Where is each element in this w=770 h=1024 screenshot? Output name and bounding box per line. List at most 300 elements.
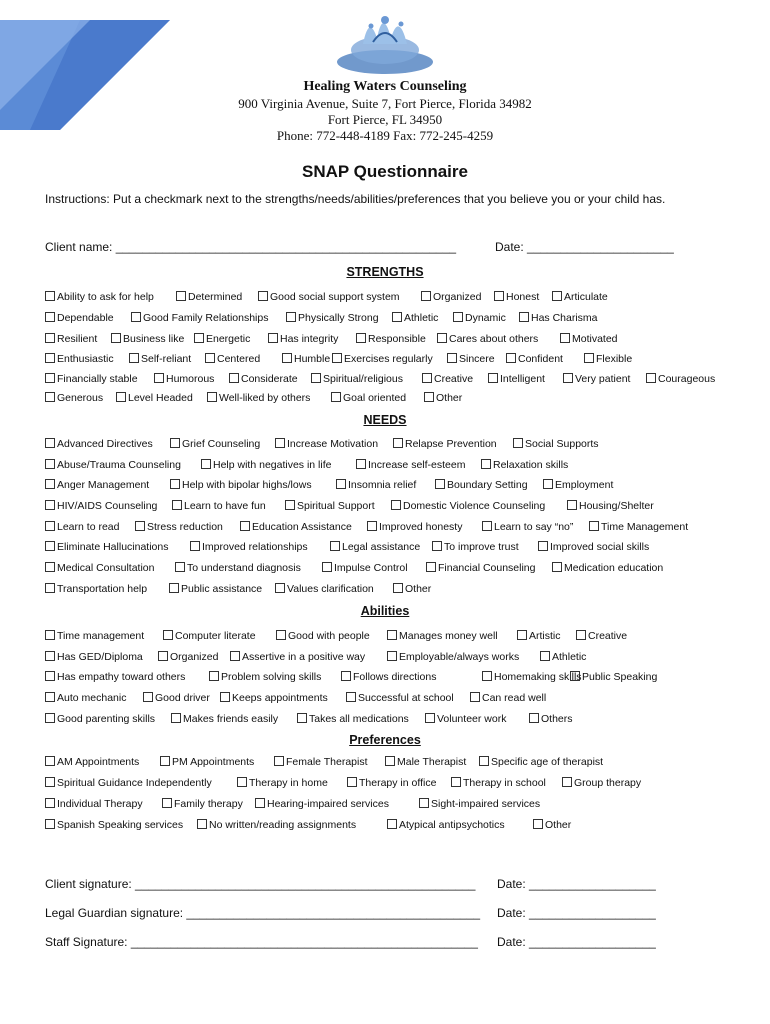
preferences-checkbox-item[interactable] [162,798,243,810]
checkbox-icon[interactable] [175,562,185,572]
preferences-heading: Preferences [349,733,421,747]
strengths-checkbox-item[interactable] [332,353,433,365]
preferences-checkbox-item[interactable] [255,798,389,810]
checkbox-icon[interactable] [437,333,447,343]
checkbox-icon[interactable] [135,521,145,531]
strengths-checkbox-item[interactable] [424,392,462,404]
checkbox-label: Help with negatives in life [213,459,332,471]
checkbox-icon[interactable] [540,651,550,661]
abilities-checkbox-item[interactable] [143,692,210,704]
checkbox-icon[interactable] [143,692,153,702]
strengths-checkbox-item[interactable] [194,333,250,345]
abilities-checkbox-item[interactable] [517,630,561,642]
checkbox-label: Eliminate Hallucinations [57,541,169,553]
checkbox-label: Volunteer work [437,713,507,725]
client-signature-line[interactable]: Client signature: ___________________________________________________ [45,877,476,891]
checkbox-icon[interactable] [367,521,377,531]
strengths-checkbox-item[interactable] [519,312,598,324]
checkbox-icon[interactable] [330,541,340,551]
abilities-checkbox-item[interactable] [482,671,582,683]
checkbox-label: Legal assistance [342,541,421,553]
checkbox-icon[interactable] [562,777,572,787]
checkbox-icon[interactable] [45,541,55,551]
checkbox-icon[interactable] [171,713,181,723]
abilities-checkbox-item[interactable] [576,630,627,642]
abilities-checkbox-item[interactable] [45,692,126,704]
checkbox-icon[interactable] [393,583,403,593]
strengths-checkbox-item[interactable] [45,291,154,303]
preferences-checkbox-item[interactable] [197,819,356,831]
needs-checkbox-item[interactable] [45,521,119,533]
abilities-checkbox-item[interactable] [570,671,657,683]
strengths-checkbox-item[interactable] [584,353,632,365]
abilities-checkbox-item[interactable] [171,713,278,725]
checkbox-icon[interactable] [517,630,527,640]
checkbox-icon[interactable] [111,333,121,343]
checkbox-icon[interactable] [584,353,594,363]
strengths-checkbox-item[interactable] [331,392,406,404]
checkbox-icon[interactable] [170,438,180,448]
checkbox-icon[interactable] [421,291,431,301]
checkbox-icon[interactable] [560,333,570,343]
checkbox-icon[interactable] [529,713,539,723]
checkbox-label: Courageous [658,373,716,385]
checkbox-label: Improved honesty [379,521,463,533]
preferences-checkbox-item[interactable] [45,777,212,789]
needs-checkbox-item[interactable] [45,479,149,491]
needs-checkbox-item[interactable] [426,562,535,574]
needs-checkbox-item[interactable] [513,438,599,450]
checkbox-icon[interactable] [425,713,435,723]
checkbox-icon[interactable] [297,713,307,723]
needs-checkbox-item[interactable] [175,562,301,574]
checkbox-icon[interactable] [45,521,55,531]
checkbox-icon[interactable] [552,291,562,301]
strengths-checkbox-item[interactable] [447,353,495,365]
checkbox-icon[interactable] [258,291,268,301]
checkbox-icon[interactable] [285,500,295,510]
checkbox-label: Considerate [241,373,298,385]
checkbox-icon[interactable] [45,630,55,640]
abilities-checkbox-item[interactable] [540,651,586,663]
needs-checkbox-item[interactable] [330,541,420,553]
needs-checkbox-item[interactable] [481,459,568,471]
abilities-checkbox-item[interactable] [341,671,436,683]
strengths-checkbox-item[interactable] [392,312,438,324]
checkbox-label: Financial Counseling [438,562,536,574]
needs-checkbox-item[interactable] [589,521,688,533]
checkbox-icon[interactable] [435,479,445,489]
checkbox-label: Business like [123,333,185,345]
abilities-checkbox-item[interactable] [45,671,185,683]
needs-checkbox-item[interactable] [391,500,545,512]
checkbox-icon[interactable] [45,819,55,829]
checkbox-icon[interactable] [45,713,55,723]
needs-checkbox-item[interactable] [45,500,157,512]
abilities-checkbox-item[interactable] [230,651,365,663]
checkbox-icon[interactable] [453,312,463,322]
strengths-checkbox-item[interactable] [176,291,242,303]
checkbox-icon[interactable] [45,479,55,489]
strengths-checkbox-item[interactable] [268,333,338,345]
checkbox-icon[interactable] [45,291,55,301]
checkbox-icon[interactable] [170,479,180,489]
checkbox-icon[interactable] [470,692,480,702]
abilities-checkbox-item[interactable] [297,713,409,725]
checkbox-icon[interactable] [479,756,489,766]
strengths-checkbox-item[interactable] [286,312,379,324]
guardian-signature-date[interactable]: Date: ___________________ [497,906,656,920]
checkbox-icon[interactable] [255,798,265,808]
checkbox-label: Energetic [206,333,251,345]
preferences-checkbox-item[interactable] [385,756,466,768]
date-field[interactable]: Date: ______________________ [495,240,674,254]
checkbox-icon[interactable] [336,479,346,489]
strengths-checkbox-item[interactable] [494,291,539,303]
checkbox-icon[interactable] [543,479,553,489]
client-signature-date[interactable]: Date: ___________________ [497,877,656,891]
preferences-checkbox-item[interactable] [387,819,505,831]
checkbox-label: Employable/always works [399,651,520,663]
checkbox-icon[interactable] [45,583,55,593]
checkbox-icon[interactable] [129,353,139,363]
checkbox-label: Organized [170,651,219,663]
checkbox-icon[interactable] [176,291,186,301]
abilities-checkbox-item[interactable] [220,692,328,704]
strengths-checkbox-item[interactable] [560,333,618,345]
checkbox-icon[interactable] [268,333,278,343]
staff-signature-date[interactable]: Date: ___________________ [497,935,656,949]
needs-checkbox-item[interactable] [336,479,416,491]
checkbox-icon[interactable] [207,392,217,402]
checkbox-label: Learn to read [57,521,120,533]
strengths-checkbox-item[interactable] [131,312,268,324]
strengths-checkbox-item[interactable] [45,392,103,404]
strengths-checkbox-item[interactable] [45,353,114,365]
preferences-checkbox-item[interactable] [45,756,139,768]
strengths-checkbox-item[interactable] [563,373,630,385]
checkbox-label: Public Speaking [582,671,658,683]
needs-checkbox-item[interactable] [435,479,528,491]
strengths-checkbox-item[interactable] [488,373,545,385]
checkbox-icon[interactable] [392,312,402,322]
checkbox-icon[interactable] [45,777,55,787]
checkbox-icon[interactable] [45,333,55,343]
abilities-checkbox-item[interactable] [45,713,155,725]
abilities-checkbox-item[interactable] [425,713,506,725]
checkbox-icon[interactable] [45,500,55,510]
checkbox-icon[interactable] [286,312,296,322]
checkbox-icon[interactable] [237,777,247,787]
preferences-checkbox-item[interactable] [160,756,254,768]
checkbox-label: AM Appointments [57,756,140,768]
preferences-checkbox-item[interactable] [451,777,546,789]
checkbox-label: Stress reduction [147,521,223,533]
strengths-checkbox-item[interactable] [311,373,403,385]
checkbox-label: HIV/AIDS Counseling [57,500,158,512]
needs-checkbox-item[interactable] [45,541,168,553]
needs-checkbox-item[interactable] [45,438,153,450]
checkbox-icon[interactable] [190,541,200,551]
checkbox-icon[interactable] [229,373,239,383]
needs-checkbox-item[interactable] [169,583,262,595]
checkbox-icon[interactable] [275,583,285,593]
preferences-checkbox-item[interactable] [237,777,328,789]
checkbox-label: Boundary Setting [447,479,528,491]
checkbox-icon[interactable] [45,562,55,572]
needs-checkbox-item[interactable] [275,583,374,595]
checkbox-icon[interactable] [422,373,432,383]
checkbox-label: Computer literate [175,630,256,642]
preferences-checkbox-item[interactable] [533,819,571,831]
needs-checkbox-item[interactable] [367,521,462,533]
checkbox-label: Good Family Relationships [143,312,269,324]
abilities-checkbox-item[interactable] [45,651,143,663]
checkbox-icon[interactable] [387,819,397,829]
checkbox-icon[interactable] [131,312,141,322]
strengths-checkbox-item[interactable] [421,291,481,303]
checkbox-label: Humble [294,353,331,365]
checkbox-icon[interactable] [576,630,586,640]
checkbox-icon[interactable] [45,651,55,661]
checkbox-label: Creative [588,630,628,642]
checkbox-icon[interactable] [494,291,504,301]
checkbox-label: Spiritual Guidance Independently [57,777,212,789]
checkbox-icon[interactable] [45,756,55,766]
checkbox-icon[interactable] [331,392,341,402]
checkbox-icon[interactable] [347,777,357,787]
checkbox-icon[interactable] [506,353,516,363]
checkbox-label: Specific age of therapist [491,756,604,768]
strengths-checkbox-item[interactable] [552,291,608,303]
strengths-checkbox-item[interactable] [116,392,193,404]
strengths-checkbox-item[interactable] [258,291,400,303]
checkbox-label: Other [436,392,463,404]
checkbox-label: Time management [57,630,145,642]
checkbox-icon[interactable] [387,651,397,661]
checkbox-icon[interactable] [570,671,580,681]
checkbox-label: Can read well [482,692,547,704]
checkbox-label: Therapy in office [359,777,437,789]
abilities-checkbox-item[interactable] [387,651,519,663]
needs-checkbox-item[interactable] [552,562,663,574]
checkbox-label: Public assistance [181,583,263,595]
checkbox-icon[interactable] [220,692,230,702]
checkbox-icon[interactable] [481,459,491,469]
needs-checkbox-item[interactable] [170,438,260,450]
needs-checkbox-item[interactable] [201,459,331,471]
preferences-checkbox-item[interactable] [419,798,540,810]
checkbox-icon[interactable] [158,651,168,661]
needs-checkbox-item[interactable] [172,500,266,512]
checkbox-icon[interactable] [538,541,548,551]
needs-checkbox-item[interactable] [356,459,465,471]
checkbox-icon[interactable] [169,583,179,593]
needs-checkbox-item[interactable] [135,521,223,533]
checkbox-icon[interactable] [451,777,461,787]
strengths-checkbox-item[interactable] [111,333,184,345]
guardian-signature-line[interactable]: Legal Guardian signature: ____________________________________________ [45,906,481,920]
checkbox-icon[interactable] [276,630,286,640]
checkbox-icon[interactable] [45,312,55,322]
checkbox-icon[interactable] [563,373,573,383]
checkbox-icon[interactable] [154,373,164,383]
strengths-checkbox-item[interactable] [154,373,214,385]
checkbox-icon[interactable] [45,671,55,681]
checkbox-label: Hearing-impaired services [267,798,389,810]
checkbox-icon[interactable] [385,756,395,766]
checkbox-icon[interactable] [513,438,523,448]
needs-checkbox-item[interactable] [543,479,613,491]
checkbox-label: Exercises regularly [344,353,433,365]
instructions: Instructions: Put a checkmark next to the strengths/needs/abilities/preferences that you believe you or your child has. [45,192,666,206]
checkbox-label: Relapse Prevention [405,438,497,450]
checkbox-icon[interactable] [45,392,55,402]
preferences-checkbox-item[interactable] [45,798,143,810]
strengths-checkbox-item[interactable] [506,353,563,365]
needs-checkbox-item[interactable] [275,438,378,450]
strengths-checkbox-item[interactable] [453,312,506,324]
strengths-checkbox-item[interactable] [356,333,426,345]
checkbox-label: Well-liked by others [219,392,311,404]
abilities-checkbox-item[interactable] [45,630,144,642]
checkbox-label: Has integrity [280,333,339,345]
abilities-checkbox-item[interactable] [209,671,321,683]
checkbox-icon[interactable] [419,798,429,808]
checkbox-label: Financially stable [57,373,138,385]
checkbox-label: To improve trust [444,541,519,553]
checkbox-icon[interactable] [160,756,170,766]
checkbox-icon[interactable] [311,373,321,383]
strengths-checkbox-item[interactable] [45,333,97,345]
preferences-checkbox-item[interactable] [479,756,603,768]
checkbox-icon[interactable] [424,392,434,402]
checkbox-icon[interactable] [209,671,219,681]
needs-checkbox-item[interactable] [322,562,408,574]
strengths-checkbox-item[interactable] [207,392,310,404]
checkbox-icon[interactable] [387,630,397,640]
needs-checkbox-item[interactable] [45,562,154,574]
checkbox-icon[interactable] [426,562,436,572]
needs-checkbox-item[interactable] [45,459,181,471]
checkbox-icon[interactable] [393,438,403,448]
checkbox-icon[interactable] [162,798,172,808]
needs-checkbox-item[interactable] [393,583,431,595]
checkbox-icon[interactable] [275,438,285,448]
checkbox-icon[interactable] [274,756,284,766]
checkbox-icon[interactable] [552,562,562,572]
needs-checkbox-item[interactable] [393,438,497,450]
strengths-checkbox-item[interactable] [229,373,298,385]
abilities-checkbox-item[interactable] [529,713,573,725]
checkbox-icon[interactable] [322,562,332,572]
checkbox-icon[interactable] [194,333,204,343]
checkbox-label: Social Supports [525,438,599,450]
checkbox-icon[interactable] [482,521,492,531]
needs-checkbox-item[interactable] [432,541,519,553]
checkbox-icon[interactable] [341,671,351,681]
preferences-checkbox-item[interactable] [274,756,368,768]
needs-checkbox-item[interactable] [285,500,375,512]
checkbox-icon[interactable] [356,459,366,469]
checkbox-icon[interactable] [201,459,211,469]
checkbox-label: Determined [188,291,243,303]
preferences-checkbox-item[interactable] [347,777,436,789]
checkbox-icon[interactable] [346,692,356,702]
abilities-checkbox-item[interactable] [163,630,256,642]
checkbox-icon[interactable] [646,373,656,383]
checkbox-icon[interactable] [45,459,55,469]
strengths-checkbox-item[interactable] [205,353,260,365]
abilities-checkbox-item[interactable] [276,630,370,642]
checkbox-icon[interactable] [240,521,250,531]
strengths-checkbox-item[interactable] [45,312,114,324]
checkbox-icon[interactable] [45,798,55,808]
preferences-checkbox-item[interactable] [45,819,183,831]
checkbox-icon[interactable] [45,373,55,383]
checkbox-label: Centered [217,353,261,365]
checkbox-icon[interactable] [282,353,292,363]
strengths-checkbox-item[interactable] [437,333,538,345]
checkbox-icon[interactable] [45,438,55,448]
checkbox-icon[interactable] [356,333,366,343]
checkbox-icon[interactable] [533,819,543,829]
staff-signature-line[interactable]: Staff Signature: ____________________________________________________ [45,935,478,949]
strengths-checkbox-item[interactable] [282,353,330,365]
checkbox-icon[interactable] [45,353,55,363]
checkbox-icon[interactable] [519,312,529,322]
checkbox-label: PM Appointments [172,756,255,768]
client-name-field[interactable]: Client name: ___________________________________________________ [45,240,457,254]
preferences-checkbox-item[interactable] [562,777,641,789]
checkbox-icon[interactable] [45,692,55,702]
checkbox-icon[interactable] [332,353,342,363]
abilities-checkbox-item[interactable] [470,692,546,704]
checkbox-icon[interactable] [205,353,215,363]
checkbox-icon[interactable] [482,671,492,681]
checkbox-icon[interactable] [488,373,498,383]
strengths-checkbox-item[interactable] [422,373,473,385]
needs-checkbox-item[interactable] [482,521,573,533]
strengths-checkbox-item[interactable] [45,373,138,385]
checkbox-icon[interactable] [163,630,173,640]
checkbox-icon[interactable] [567,500,577,510]
needs-checkbox-item[interactable] [170,479,312,491]
checkbox-label: Humorous [166,373,215,385]
strengths-checkbox-item[interactable] [646,373,715,385]
needs-checkbox-item[interactable] [240,521,352,533]
checkbox-icon[interactable] [447,353,457,363]
strengths-checkbox-item[interactable] [129,353,191,365]
checkbox-icon[interactable] [391,500,401,510]
checkbox-icon[interactable] [116,392,126,402]
abilities-checkbox-item[interactable] [346,692,454,704]
needs-checkbox-item[interactable] [538,541,649,553]
checkbox-icon[interactable] [230,651,240,661]
checkbox-icon[interactable] [432,541,442,551]
needs-checkbox-item[interactable] [567,500,654,512]
abilities-checkbox-item[interactable] [387,630,498,642]
needs-checkbox-item[interactable] [45,583,147,595]
checkbox-icon[interactable] [589,521,599,531]
checkbox-icon[interactable] [172,500,182,510]
checkbox-icon[interactable] [197,819,207,829]
abilities-checkbox-item[interactable] [158,651,218,663]
checkbox-label: Atypical antipsychotics [399,819,505,831]
checkbox-label: Creative [434,373,474,385]
checkbox-label: Increase Motivation [287,438,379,450]
needs-checkbox-item[interactable] [190,541,308,553]
